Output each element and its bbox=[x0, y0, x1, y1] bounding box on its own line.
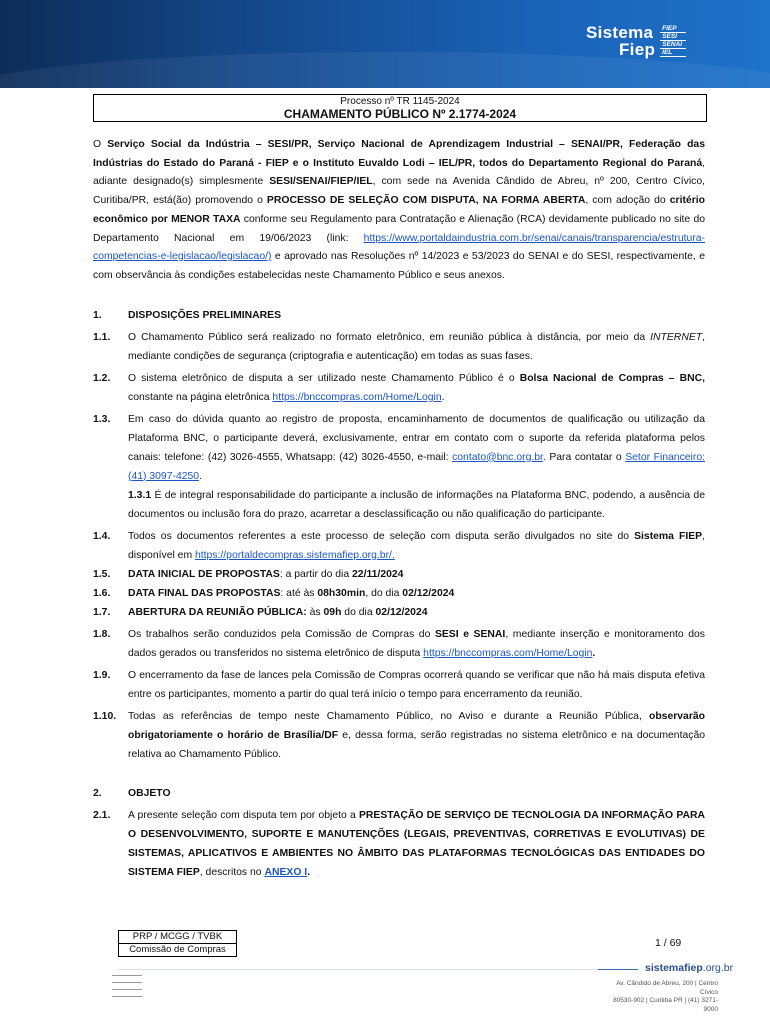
clause-1-10: 1.10. Todas as referências de tempo neste Chamamento Público, no Aviso e durante a Reunião Pública, observarão obrigatoriamente o horário de Brasília/DF e, dessa forma, serão registradas no sistema eletrônico e na documentação relativa ao Chamamento Público. bbox=[93, 710, 705, 760]
footer-website: sistemafiep.org.br bbox=[645, 962, 734, 974]
process-number: Processo nº TR 1145-2024 bbox=[340, 96, 460, 107]
clause-1-8: 1.8. Os trabalhos serão conduzidos pela Comissão de Compras do SESI e SENAI, mediante inserção e monitoramento dos dados gerados ou transferidos no sistema eletrônico de disputa https://bnccompras.com/Home/Login. bbox=[93, 628, 705, 659]
clause-1-3-1: 1.3.1 É de integral responsabilidade do participante a inclusão de informações na Plataforma BNC, podendo, a ausência de documentos ou inclusão fora do prazo, acarretar a desclassificação ou não qualificação do participante. bbox=[128, 489, 705, 520]
footer-address: Av. Cândido de Abreu, 200 | Centro Cívico 80530-902 | Curitiba PR | (41) 3271-9000 bbox=[613, 980, 718, 1013]
logo-entities bbox=[660, 25, 686, 58]
document-body bbox=[93, 136, 705, 882]
clause-1-2: 1.2. O sistema eletrônico de disputa a ser utilizado neste Chamamento Público é o Bolsa Nacional de Compras – BNC, constante na página eletrônica https://bnccompras.com/Home/Login. bbox=[93, 372, 705, 403]
document-title: CHAMAMENTO PÚBLICO Nº 2.1774-2024 bbox=[283, 107, 517, 121]
page-number: 1 / 69 bbox=[655, 937, 682, 949]
intro-paragraph: O Serviço Social da Indústria – SESI/PR, Serviço Nacional de Aprendizagem Industrial – SENAI/PR, Federação das Indústrias do Estado do Paraná - FIEP e o Instituto Euvaldo Lodi – IEL/PR, todos do Departamento Regional do Paraná, adiante designado(s) simplesmente SESI/SENAI/FIEP/IEL, com sede na Avenida Cândido de Abreu, nº 200, Centro Cívico, Curitiba/PR, está(ão) promovendo o PROCESSO DE SELEÇÃO COM DISPUTA, NA FORMA ABERTA, com adoção do critério econômico por MENOR TAXA conforme seu Regulamento para Contratação e Alienação (RCA) devidamente publicado no site do Departamento Nacional em 19/06/2023 (link: https://www.portaldaindustria.com.br/senai/canais/transparencia/estrutura-competencias-e-legislacao/legislacao/) e aprovado nas Resoluções nº 14/2023 e 53/2023 do SENAI e do SESI, respectivamente, e com observância às condições estabelecidas neste Chamamento Público e seus anexos. bbox=[93, 139, 705, 281]
footer-accent-line bbox=[598, 969, 638, 970]
bnc-login-link[interactable]: https://bnccompras.com/Home/Login bbox=[272, 391, 442, 403]
header-banner bbox=[0, 0, 770, 88]
section-2-heading: 2. OBJETO bbox=[93, 787, 171, 799]
sistema-fiep-logo bbox=[586, 24, 686, 58]
footer-decorative-lines bbox=[112, 975, 142, 1003]
clause-1-4: 1.4. Todos os documentos referentes a este processo de seleção com disputa serão divulgados no site do Sistema FIEP, disponível em https://portaldecompras.sistemafiep.org.br/. bbox=[93, 530, 705, 561]
anexo-i-link[interactable]: ANEXO I bbox=[264, 866, 308, 878]
clause-1-5: 1.5. DATA INICIAL DE PROPOSTAS: a partir do dia 22/11/2024 bbox=[93, 568, 404, 580]
clause-2-1: 2.1. A presente seleção com disputa tem por objeto a PRESTAÇÃO DE SERVIÇO DE TECNOLOGIA DA INFORMAÇÃO PARA O DESENVOLVIMENTO, SUPORTE E MANUTENÇÕES (LEGAIS, PREVENTIVAS, CORRETIVAS E EVOLUTIVAS) DE SISTEMAS, APLICATIVOS E AMBIENTES NO ÂMBITO DAS PLATAFORMAS TECNOLÓGICAS DAS ENTIDADES DO SISTEMA FIEP, descritos no ANEXO I. bbox=[93, 809, 705, 878]
clause-1-9: 1.9. O encerramento da fase de lances pela Comissão de Compras ocorrerá quando se verificar que não há mais disputa efetiva entre os participantes, momento a partir do qual terá início o tempo para encerramento da reunião. bbox=[93, 669, 705, 700]
logo-entity-sesi: SESI bbox=[660, 33, 686, 41]
logo-entity-fiep: FIEP bbox=[660, 25, 686, 33]
bnc-email-link[interactable]: contato@bnc.org.br bbox=[452, 451, 543, 463]
logo-entity-iel: IEL bbox=[660, 49, 686, 57]
section-1-heading: 1. DISPOSIÇÕES PRELIMINARES bbox=[93, 309, 281, 321]
footer-divider bbox=[118, 969, 638, 970]
logo-word-fiep: Fiep bbox=[619, 40, 656, 59]
logo-wordmark bbox=[586, 24, 655, 58]
bnc-login-link-2[interactable]: https://bnccompras.com/Home/Login bbox=[423, 647, 593, 659]
financeiro-link[interactable]: Setor Financeiro: (41) 3097-4250 bbox=[128, 451, 705, 482]
logo-word-sistema: Sistema bbox=[586, 23, 654, 42]
clause-1-6: 1.6. DATA FINAL DAS PROPOSTAS: até às 08h30min, do dia 02/12/2024 bbox=[93, 587, 455, 599]
clause-1-1: 1.1. O Chamamento Público será realizado no formato eletrônico, em reunião pública à distância, por meio da INTERNET, mediante condições de segurança (criptografia e autenticação) em todas as suas fases. bbox=[93, 331, 705, 362]
portal-compras-link[interactable]: https://portaldecompras.sistemafiep.org.br/. bbox=[195, 549, 395, 561]
footer-stamp-box bbox=[118, 930, 237, 957]
footer-initials: PRP / MCGG / TVBK bbox=[132, 931, 223, 942]
logo-entity-senai: SENAI bbox=[660, 41, 686, 49]
clause-1-7: 1.7. ABERTURA DA REUNIÃO PÚBLICA: às 09h do dia 02/12/2024 bbox=[93, 606, 428, 618]
clause-1-3: 1.3. Em caso do dúvida quanto ao registro de proposta, encaminhamento de documentos de qualificação ou utilização da Plataforma BNC, o participante deverá, exclusivamente, entrar em contato com o suporte da referida plataforma pelos canais: telefone: (42) 3026-4555, Whatsapp: (42) 3026-4550, e-mail: contato@bnc.org.br. Para contatar o Setor Financeiro: (41) 3097-4250. bbox=[93, 413, 705, 482]
footer-committee: Comissão de Compras bbox=[119, 943, 236, 956]
title-box bbox=[93, 94, 707, 122]
legislation-link[interactable]: https://www.portaldaindustria.com.br/senai/canais/transparencia/estrutura-competencias-e-legislacao/legislacao/) bbox=[93, 232, 705, 263]
